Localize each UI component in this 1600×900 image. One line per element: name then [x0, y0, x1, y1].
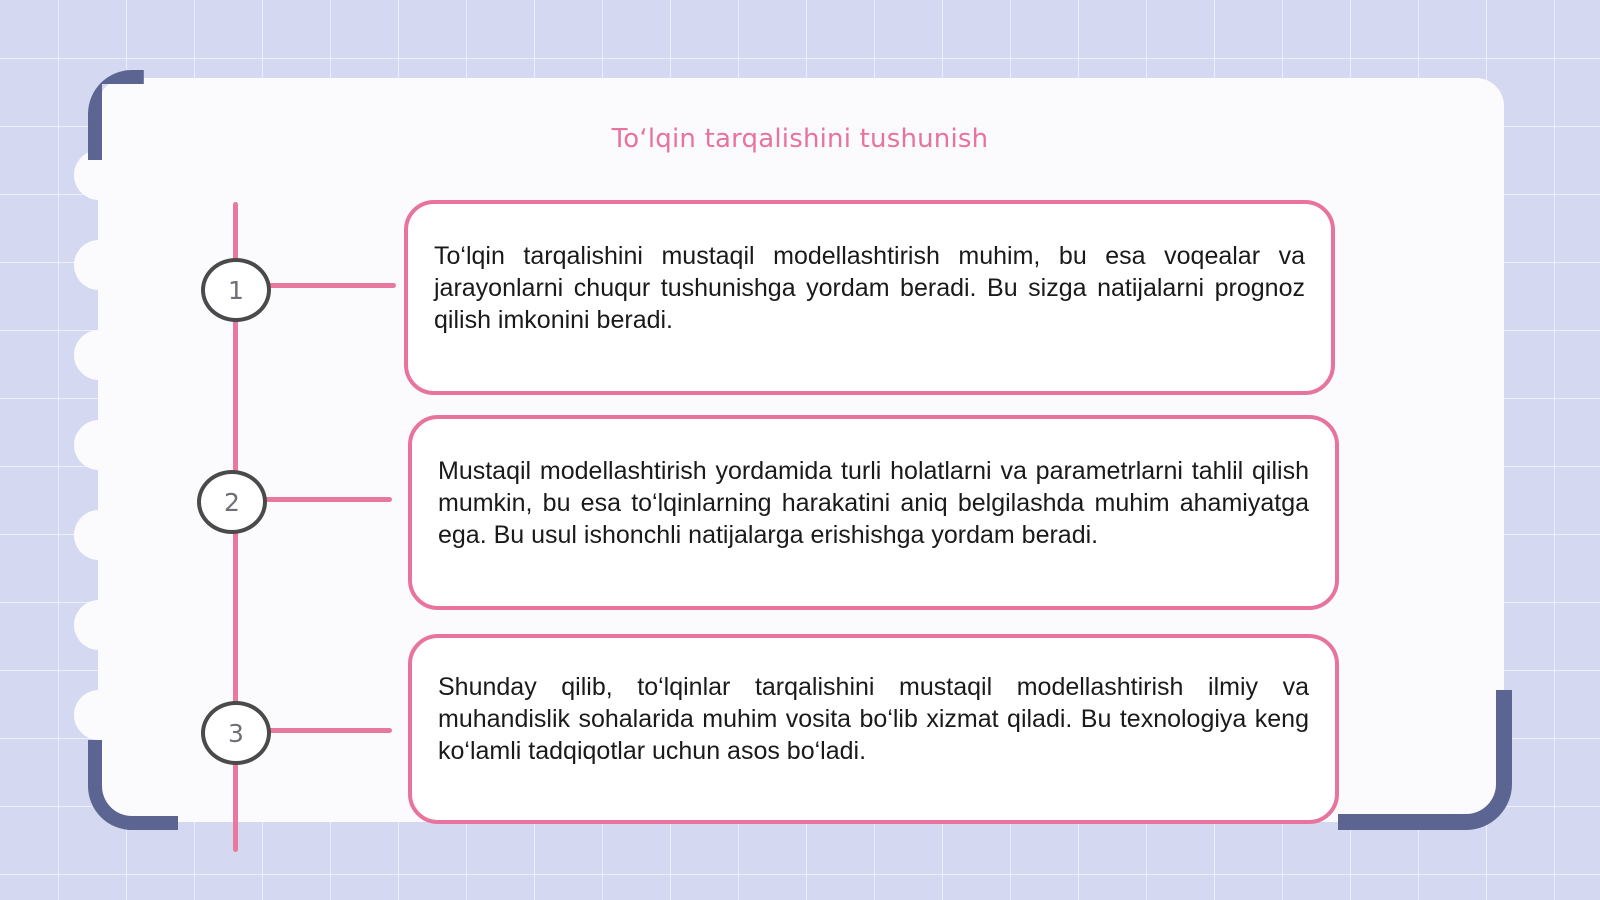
frame-corner-bottom-left: [88, 740, 178, 830]
sheet-edge-bump: [74, 690, 124, 740]
sheet-edge-bump: [74, 510, 124, 560]
timeline-node-number: 3: [228, 718, 244, 748]
timeline-node-2: [197, 470, 267, 534]
sheet-edge-bump: [74, 600, 124, 650]
timeline-node-1: [201, 258, 271, 322]
timeline-card-3: [408, 634, 1339, 824]
timeline-node-3: [201, 701, 271, 765]
timeline-node-number: 2: [224, 487, 240, 517]
timeline-connector-2: [262, 497, 392, 502]
timeline-card-text: Shunday qilib, to‘lqinlar tarqalishini mustaqil modellashtirish ilmiy va muhandislik sohalarida muhim vosita bo‘lib xizmat qiladi. Bu texnologiya keng ko‘lamli tadqiqotlar uchun asos bo‘ladi.: [438, 673, 1309, 765]
timeline-node-number: 1: [228, 275, 244, 305]
sheet-edge-bump: [74, 420, 124, 470]
timeline-connector-1: [266, 283, 396, 288]
timeline-connector-3: [266, 728, 392, 733]
slide-title: Toʻlqin tarqalishini tushunish: [611, 124, 989, 154]
timeline-card-text: Mustaqil modellashtirish yordamida turli holatlarni va parametrlarni tahlil qilish mumkin, bu esa to‘lqinlarning harakatini aniq belgilashda muhim ahamiyatga ega. Bu usul ishonchli natijalarga erishishga yordam beradi.: [438, 456, 1309, 549]
sheet-edge-bump: [74, 240, 124, 290]
sheet-edge-bump: [74, 330, 124, 380]
timeline-card-text: To‘lqin tarqalishini mustaqil modellashtirish muhim, bu esa voqealar va jarayonlarni chuqur tushunishga yordam beradi. Bu sizga natijalarni prognoz qilish imkonini beradi.: [434, 241, 1305, 334]
frame-corner-bottom-right: [1338, 690, 1512, 830]
timeline-card-2: [408, 415, 1339, 610]
timeline-card-1: [404, 200, 1335, 395]
